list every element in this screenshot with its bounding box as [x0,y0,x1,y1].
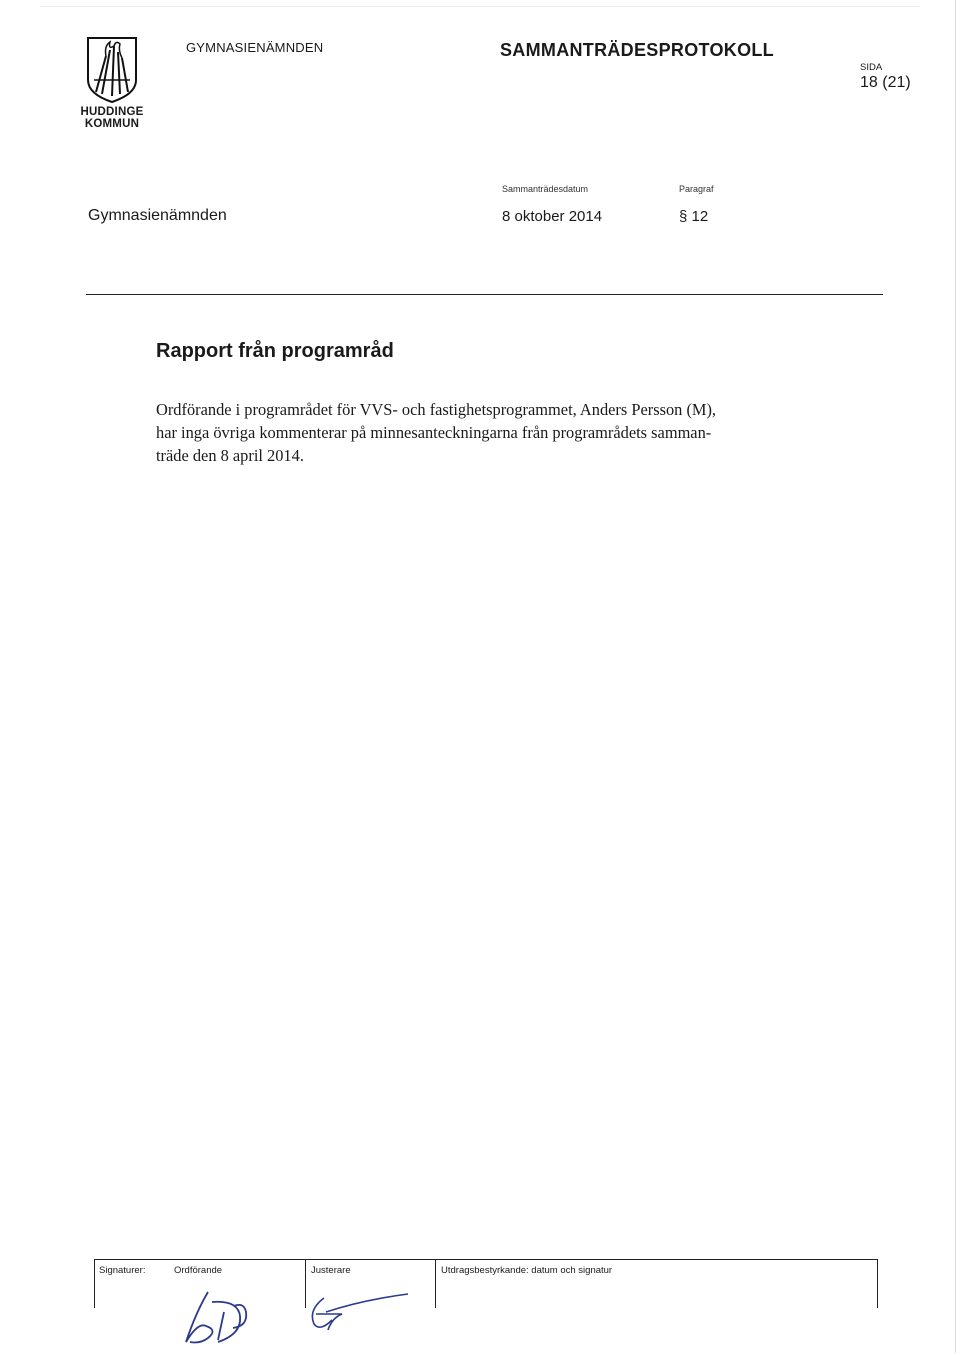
page-label: SIDA [860,62,883,73]
signature-table-left-border [94,1260,95,1308]
chair-label: Ordförande [174,1265,223,1276]
document-type: SAMMANTRÄDESPROTOKOLL [500,40,774,60]
section-body [156,398,816,467]
page-right-edge [955,0,956,1353]
extract-certification-label: Utdragsbestyrkande: datum och signatur [441,1265,613,1276]
signature-table-divider-2 [435,1260,436,1308]
huddinge-coat-of-arms-icon [86,36,138,104]
page-top-edge [40,6,920,7]
header-divider [86,294,883,295]
signature-table-right-border [877,1260,878,1308]
body-line-3: träde den 8 april 2014. [156,446,304,465]
adjuster-label: Justerare [311,1265,351,1276]
paragraph-label: Paragraf [679,184,714,194]
municipality-name [70,106,154,130]
committee-name: Gymnasienämnden [88,207,227,224]
body-line-1: Ordförande i programrådet för VVS- och fastighetsprogrammet, Anders Persson (M), [156,400,717,419]
meeting-date: 8 oktober 2014 [502,208,603,225]
municipality-name-line-1: HUDDINGE [80,106,144,118]
body-line-2: har inga övriga kommenterar på minnesanteckningarna från programrådets samman- [156,423,712,442]
department-name: GYMNASIENÄMNDEN [186,40,324,55]
section-title: Rapport från programråd [156,340,394,362]
chair-signature [178,1282,268,1350]
meeting-date-label: Sammanträdesdatum [502,184,589,194]
page-number: 18 (21) [860,74,911,91]
signatures-label: Signaturer: [99,1265,146,1276]
adjuster-signature [302,1290,412,1338]
paragraph-number: § 12 [679,208,709,225]
municipality-name-line-2: KOMMUN [84,118,140,130]
